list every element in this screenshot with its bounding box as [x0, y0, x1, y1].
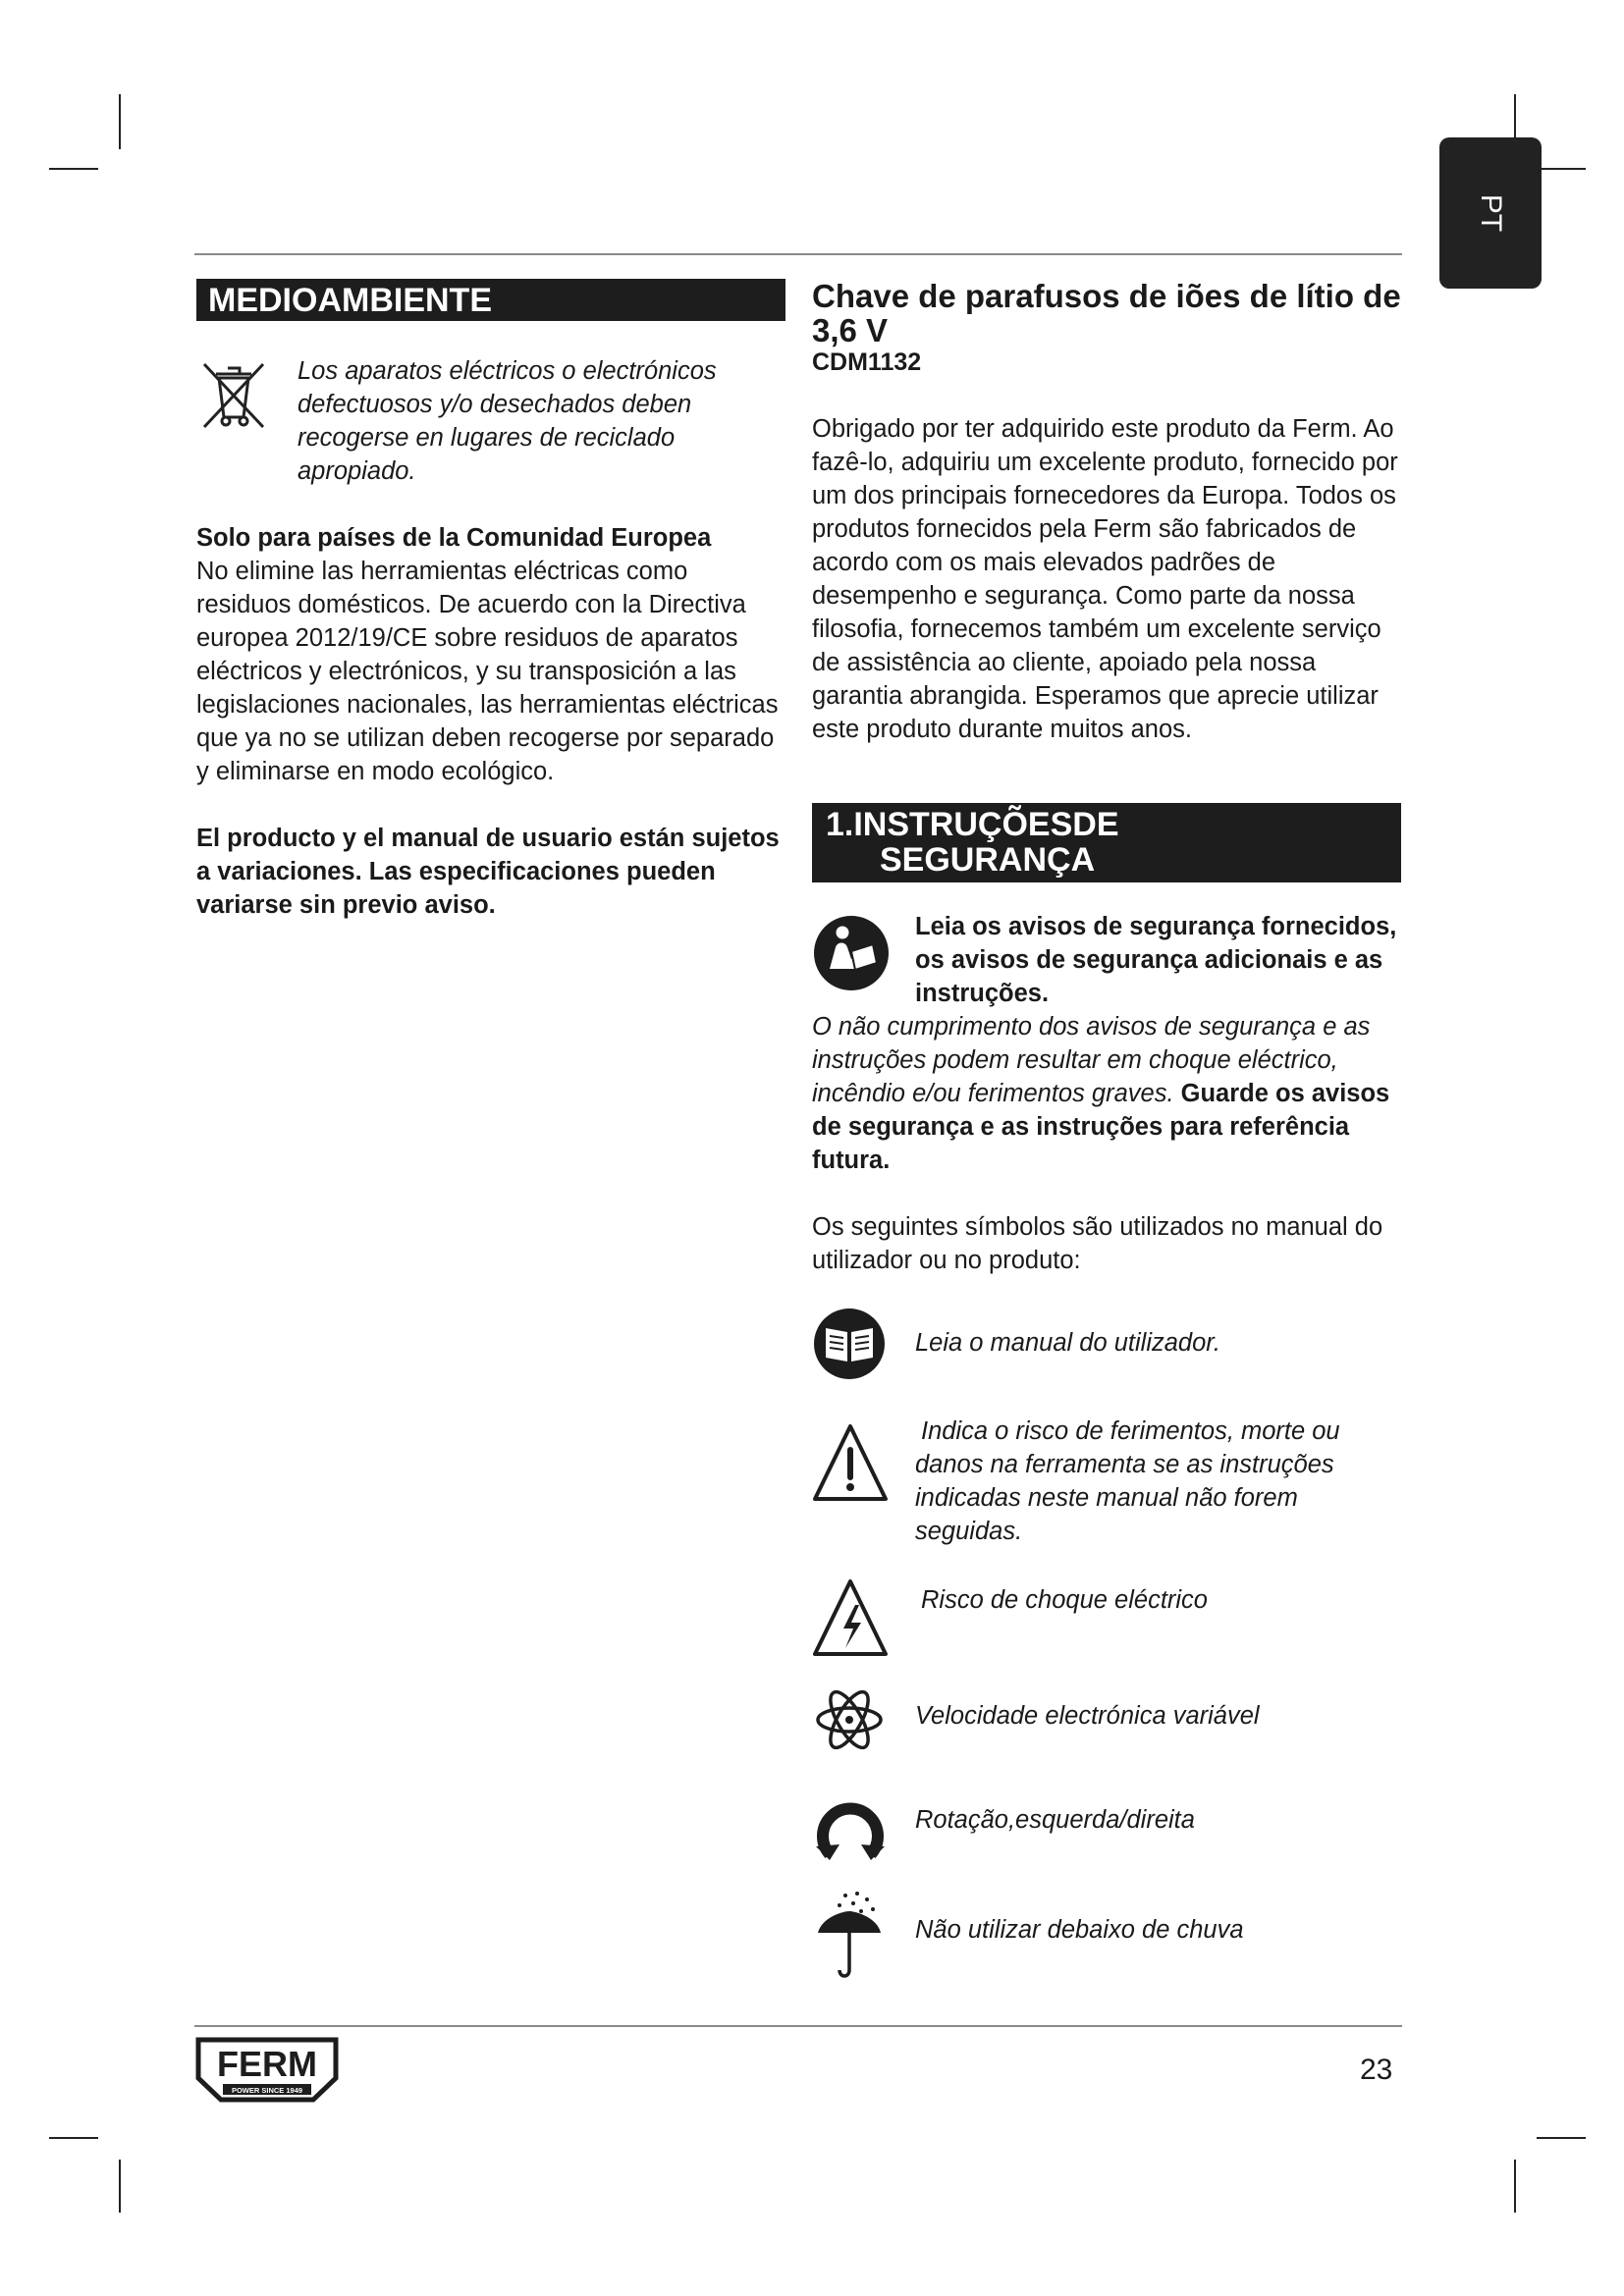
symbol-row — [812, 1890, 1401, 1978]
right-column — [812, 279, 1401, 1978]
read-manual-icon — [812, 1307, 887, 1381]
symbols-intro: Os seguintes símbolos são utilizados no manual do utilizador ou no produto: — [812, 1213, 1383, 1274]
crop-mark — [49, 2137, 98, 2139]
crop-mark — [119, 94, 121, 149]
language-tab-label: PT — [1475, 193, 1507, 233]
left-column — [196, 279, 785, 922]
symbol-text: Risco de choque eléctrico — [921, 1586, 1208, 1614]
rotation-icon — [812, 1786, 889, 1864]
language-tab — [1439, 137, 1542, 289]
symbol-text: Velocidade electrónica variável — [915, 1702, 1260, 1730]
crop-mark — [1537, 168, 1586, 170]
product-title: Chave de parafusos de iões de lítio de 3,6 V — [812, 278, 1401, 348]
symbol-text: Não utilizar debaixo de chuva — [915, 1916, 1244, 1944]
weee-text: Los aparatos eléctricos o electrónicos defectuosos y/o desechados deben recogerse en lugares de reciclado apropiado. — [298, 357, 717, 485]
crop-mark — [49, 168, 98, 170]
section-title-medioambiente: MEDIOAMBIENTE — [196, 279, 785, 321]
crossed-out-bin-icon — [198, 356, 269, 433]
crop-mark — [1537, 2137, 1586, 2139]
brand-name: FERM — [217, 2044, 317, 2084]
disclaimer: El producto y el manual de usuario están sujetos a variaciones. Las especificaciones pueden variarse sin previo aviso. — [196, 825, 780, 919]
symbol-text: Leia o manual do utilizador. — [915, 1329, 1220, 1357]
symbol-row — [812, 1577, 1401, 1656]
safety-title-line2: SEGURANÇA — [880, 841, 1096, 879]
ferm-logo — [195, 2037, 339, 2104]
eu-text: No elimine las herramientas eléctricas como residuos domésticos. De acuerdo con la Directiva europea 2012/19/CE sobre residuos de aparatos eléctricos y electrónicos, y su transposición a las legislaciones nacionales, las herramientas eléctricas que ya no se utilizan deben recogerse por separado y eliminarse en modo ecológico. — [196, 558, 779, 785]
top-rule — [194, 253, 1402, 255]
warning-bold: Leia os avisos de segurança fornecidos, os avisos de segurança adicionais e as instruções. — [915, 913, 1397, 1007]
warning-triangle-icon — [812, 1422, 889, 1503]
umbrella-rain-icon — [812, 1890, 887, 1980]
crop-mark — [1514, 2160, 1516, 2213]
warning-bold-2: Guarde os avisos de segurança e as instruções para referência futura. — [812, 1080, 1390, 1174]
eu-heading: Solo para países de la Comunidad Europea — [196, 524, 712, 552]
symbol-row — [812, 1415, 1401, 1548]
symbol-row — [812, 1307, 1401, 1385]
warning-paragraph — [812, 910, 1401, 1177]
intro-text: Obrigado por ter adquirido este produto da Ferm. Ao fazê-lo, adquiriu um excelente produto, fornecido por um dos principais fornecedores da Europa. Todos os produtos fornecidos pela Ferm são fabricados de acordo com os mais elevados padrões de desempenho e segurança. Como parte da nossa filosofia, fornecemos também um excelente serviço de assistência ao cliente, apoiado pela nossa garantia abrangida. Esperamos que aprecie utilizar este produto durante muitos anos. — [812, 415, 1398, 743]
safety-title-line1: 1.INSTRUÇÕESDE — [826, 806, 1119, 843]
brand-tagline: POWER SINCE 1949 — [231, 2086, 303, 2095]
bottom-rule — [194, 2025, 1402, 2027]
weee-notice — [196, 354, 785, 492]
symbol-text: Rotação,esquerda/direita — [915, 1806, 1195, 1834]
section-title-safety — [812, 803, 1401, 882]
symbol-row — [812, 1786, 1401, 1864]
page-number: 23 — [1360, 2054, 1393, 2086]
product-model: CDM1132 — [812, 348, 922, 376]
symbol-row — [812, 1685, 1401, 1756]
symbol-text: Indica o risco de ferimentos, morte ou danos na ferramenta se as instruções indicadas neste manual não forem seguidas. — [915, 1417, 1340, 1545]
electric-shock-icon — [812, 1577, 889, 1658]
electronic-speed-icon — [812, 1685, 887, 1754]
safety-warning — [812, 910, 1401, 1177]
read-instructions-icon — [812, 914, 891, 992]
warning-italic: O não cumprimento dos avisos de segurança e as instruções podem resultar em choque eléctrico, incêndio e/ou ferimentos graves. — [812, 1013, 1371, 1107]
crop-mark — [119, 2160, 121, 2213]
